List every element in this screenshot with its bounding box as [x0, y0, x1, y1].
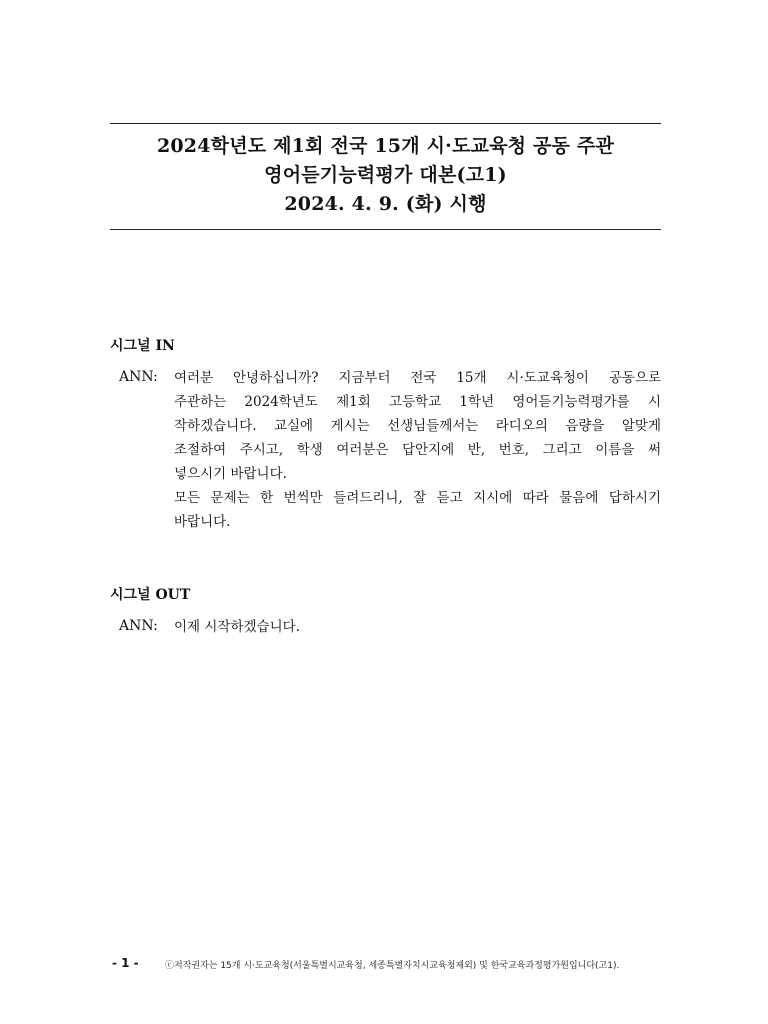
paragraph-line: 바랍니다. — [174, 514, 231, 530]
title-line-2: 영어듣기능력평가 대본(고1) — [264, 164, 507, 186]
paragraph-line: 이제 시작하겠습니다. — [174, 619, 300, 635]
paragraph-line: 조절하여 주시고, 학생 여러분은 답안지에 반, 번호, 그리고 이름을 써 — [174, 442, 661, 458]
signal-out-heading: 시그널 OUT — [110, 587, 191, 603]
copyright-notice: ⓒ저작권자는 15개 시·도교육청(서울특별시교육청, 세종특별자치시교육청제외) 및 한국교육과정평가원입니다(고1). — [165, 961, 620, 971]
signal-in-heading: 시그널 IN — [110, 338, 175, 354]
page-number: - 1 - — [112, 956, 139, 970]
document-title — [110, 132, 661, 219]
paragraph-line: 주관하는 2024학년도 제1회 고등학교 1학년 영어듣기능력평가를 시 — [174, 394, 661, 410]
top-rule — [110, 123, 661, 124]
title-line-1: 2024학년도 제1회 전국 15개 시·도교육청 공동 주관 — [156, 135, 615, 157]
intro-paragraph — [174, 366, 661, 486]
bottom-rule — [110, 229, 661, 230]
paragraph-line: 모든 문제는 한 번씩만 들려드리니, 잘 듣고 지시에 따라 물음에 답하시기 — [174, 490, 661, 506]
closing-paragraph — [174, 615, 661, 639]
speaker-label: ANN: — [119, 369, 158, 385]
paragraph-line: 작하겠습니다. 교실에 게시는 선생님들께서는 라디오의 음량을 알맞게 — [174, 418, 661, 434]
speaker-label: ANN: — [119, 618, 158, 634]
paragraph-line: 여러분 안녕하십니까? 지금부터 전국 15개 시·도교육청이 공동으로 — [174, 370, 661, 386]
title-line-3: 2024. 4. 9. (화) 시행 — [284, 193, 487, 215]
instruction-paragraph — [174, 486, 661, 534]
paragraph-line: 넣으시기 바랍니다. — [174, 466, 287, 482]
